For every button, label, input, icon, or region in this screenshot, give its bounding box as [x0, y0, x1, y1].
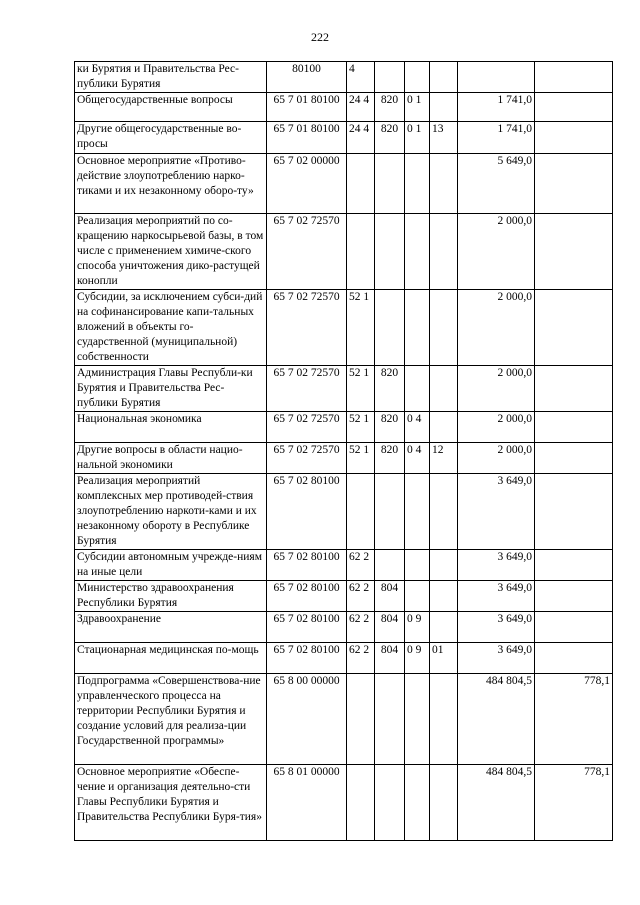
table-row [75, 93, 613, 122]
expense-type-cell [347, 214, 375, 290]
subsection-cell [430, 154, 458, 214]
target-article-cell: 65 7 02 72570 [267, 290, 347, 366]
target-article-cell: 65 8 00 00000 [267, 674, 347, 765]
expense-type-cell: 62 2 [347, 612, 375, 643]
expense-type-cell: 52 1 [347, 443, 375, 474]
target-article-cell: 65 7 01 80100 [267, 122, 347, 154]
subsection-cell: 12 [430, 443, 458, 474]
expense-type-cell [347, 154, 375, 214]
amount-cell: 2 000,0 [458, 290, 535, 366]
section-cell: 0 1 [405, 122, 430, 154]
target-article-cell: 65 7 02 72570 [267, 443, 347, 474]
amount-secondary-cell [535, 643, 613, 674]
target-article-cell: 65 8 01 00000 [267, 765, 347, 841]
administrator-cell: 804 [375, 643, 405, 674]
subsection-cell [430, 214, 458, 290]
administrator-cell [375, 474, 405, 550]
target-article-cell: 65 7 02 80100 [267, 550, 347, 581]
amount-cell: 2 000,0 [458, 443, 535, 474]
administrator-cell: 804 [375, 581, 405, 612]
administrator-cell [375, 550, 405, 581]
amount-cell: 1 741,0 [458, 93, 535, 122]
table-row [75, 581, 613, 612]
amount-secondary-cell: 778,1 [535, 674, 613, 765]
row-name-cell: Основное мероприятие «Противо-действие злоупотреблению нарко-тиками и их незаконному оборо-ту» [75, 154, 267, 214]
table-row [75, 290, 613, 366]
administrator-cell: 820 [375, 122, 405, 154]
table-row [75, 550, 613, 581]
expense-type-cell: 24 4 [347, 93, 375, 122]
table-row [75, 765, 613, 841]
subsection-cell [430, 612, 458, 643]
row-name-cell: Другие вопросы в области нацио-нальной экономики [75, 443, 267, 474]
amount-cell: 3 649,0 [458, 612, 535, 643]
target-article-cell: 65 7 02 80100 [267, 581, 347, 612]
section-cell [405, 366, 430, 412]
row-name-cell: Реализация мероприятий по со-кращению наркосырьевой базы, в том числе с применением химиче-ского способа уничтожения дико-растущей конопли [75, 214, 267, 290]
section-cell [405, 62, 430, 93]
section-cell [405, 154, 430, 214]
table-row [75, 612, 613, 643]
table-row [75, 122, 613, 154]
expense-type-cell [347, 765, 375, 841]
table-row [75, 214, 613, 290]
subsection-cell [430, 366, 458, 412]
subsection-cell [430, 581, 458, 612]
amount-secondary-cell [535, 412, 613, 443]
section-cell [405, 765, 430, 841]
section-cell: 0 1 [405, 93, 430, 122]
section-cell [405, 550, 430, 581]
expense-type-cell: 62 2 [347, 550, 375, 581]
section-cell: 0 9 [405, 612, 430, 643]
section-cell [405, 290, 430, 366]
table-row [75, 643, 613, 674]
row-name-cell: Министерство здравоохранения Республики Бурятия [75, 581, 267, 612]
expense-type-cell [347, 674, 375, 765]
table-row [75, 366, 613, 412]
section-cell [405, 674, 430, 765]
administrator-cell: 804 [375, 612, 405, 643]
amount-secondary-cell [535, 581, 613, 612]
subsection-cell [430, 674, 458, 765]
section-cell: 0 9 [405, 643, 430, 674]
administrator-cell: 820 [375, 412, 405, 443]
row-name-cell: Субсидии, за исключением субси-дий на софинансирование капи-тальных вложений в объекты го-сударственной (муниципальной) собственности [75, 290, 267, 366]
budget-table [74, 61, 613, 841]
table-row [75, 674, 613, 765]
amount-cell: 2 000,0 [458, 412, 535, 443]
table-row [75, 412, 613, 443]
table-row [75, 62, 613, 93]
amount-cell: 3 649,0 [458, 643, 535, 674]
administrator-cell: 820 [375, 93, 405, 122]
administrator-cell: 820 [375, 443, 405, 474]
row-name-cell: Общегосударственные вопросы [75, 93, 267, 122]
target-article-cell: 65 7 02 00000 [267, 154, 347, 214]
amount-cell: 484 804,5 [458, 674, 535, 765]
section-cell: 0 4 [405, 443, 430, 474]
section-cell [405, 581, 430, 612]
expense-type-cell: 62 2 [347, 643, 375, 674]
row-name-cell: Администрация Главы Республи-ки Бурятия и Правительства Рес-публики Бурятия [75, 366, 267, 412]
administrator-cell [375, 290, 405, 366]
expense-type-cell: 52 1 [347, 412, 375, 443]
row-name-cell: Субсидии автономным учрежде-ниям на иные цели [75, 550, 267, 581]
row-name-cell: Подпрограмма «Совершенствова-ние управленческого процесса на территории Республики Бурятия и создание условий для реализа-ции Государственной программы» [75, 674, 267, 765]
expense-type-cell: 4 [347, 62, 375, 93]
page-number: 222 [311, 30, 329, 44]
subsection-cell [430, 474, 458, 550]
amount-secondary-cell [535, 474, 613, 550]
subsection-cell [430, 412, 458, 443]
subsection-cell [430, 550, 458, 581]
section-cell [405, 214, 430, 290]
amount-cell: 1 741,0 [458, 122, 535, 154]
amount-secondary-cell [535, 154, 613, 214]
table-row [75, 474, 613, 550]
amount-secondary-cell [535, 93, 613, 122]
table-row [75, 443, 613, 474]
subsection-cell [430, 93, 458, 122]
administrator-cell [375, 765, 405, 841]
row-name-cell: Национальная экономика [75, 412, 267, 443]
target-article-cell: 65 7 02 72570 [267, 214, 347, 290]
administrator-cell [375, 62, 405, 93]
amount-secondary-cell [535, 122, 613, 154]
subsection-cell [430, 765, 458, 841]
row-name-cell: Стационарная медицинская по-мощь [75, 643, 267, 674]
subsection-cell: 13 [430, 122, 458, 154]
subsection-cell [430, 290, 458, 366]
section-cell: 0 4 [405, 412, 430, 443]
expense-type-cell: 52 1 [347, 366, 375, 412]
amount-secondary-cell [535, 443, 613, 474]
administrator-cell [375, 214, 405, 290]
amount-cell: 3 649,0 [458, 581, 535, 612]
target-article-cell: 65 7 02 80100 [267, 612, 347, 643]
amount-secondary-cell [535, 62, 613, 93]
target-article-cell: 65 7 02 72570 [267, 412, 347, 443]
amount-secondary-cell [535, 612, 613, 643]
amount-cell: 5 649,0 [458, 154, 535, 214]
amount-secondary-cell [535, 366, 613, 412]
row-name-cell: Основное мероприятие «Обеспе-чение и организация деятельно-сти Главы Республики Бурятия и Правительства Республики Буря-тия» [75, 765, 267, 841]
subsection-cell: 01 [430, 643, 458, 674]
amount-cell: 484 804,5 [458, 765, 535, 841]
subsection-cell [430, 62, 458, 93]
table-body [75, 62, 613, 841]
target-article-cell: 65 7 02 80100 [267, 474, 347, 550]
target-article-cell: 65 7 02 72570 [267, 366, 347, 412]
section-cell [405, 474, 430, 550]
amount-secondary-cell [535, 550, 613, 581]
amount-cell [458, 62, 535, 93]
administrator-cell [375, 154, 405, 214]
amount-secondary-cell [535, 290, 613, 366]
amount-cell: 2 000,0 [458, 366, 535, 412]
administrator-cell: 820 [375, 366, 405, 412]
row-name-cell: ки Бурятия и Правительства Рес-публики Бурятия [75, 62, 267, 93]
row-name-cell: Реализация мероприятий комплексных мер противодей-ствия злоупотреблению наркоти-ками и их незаконному обороту в Республике Бурятия [75, 474, 267, 550]
amount-secondary-cell [535, 214, 613, 290]
expense-type-cell: 62 2 [347, 581, 375, 612]
target-article-cell: 65 7 02 80100 [267, 643, 347, 674]
target-article-cell: 80100 [267, 62, 347, 93]
amount-cell: 3 649,0 [458, 550, 535, 581]
amount-secondary-cell: 778,1 [535, 765, 613, 841]
row-name-cell: Другие общегосударственные во-просы [75, 122, 267, 154]
administrator-cell [375, 674, 405, 765]
amount-cell: 3 649,0 [458, 474, 535, 550]
expense-type-cell [347, 474, 375, 550]
target-article-cell: 65 7 01 80100 [267, 93, 347, 122]
row-name-cell: Здравоохранение [75, 612, 267, 643]
expense-type-cell: 52 1 [347, 290, 375, 366]
amount-cell: 2 000,0 [458, 214, 535, 290]
expense-type-cell: 24 4 [347, 122, 375, 154]
table-row [75, 154, 613, 214]
